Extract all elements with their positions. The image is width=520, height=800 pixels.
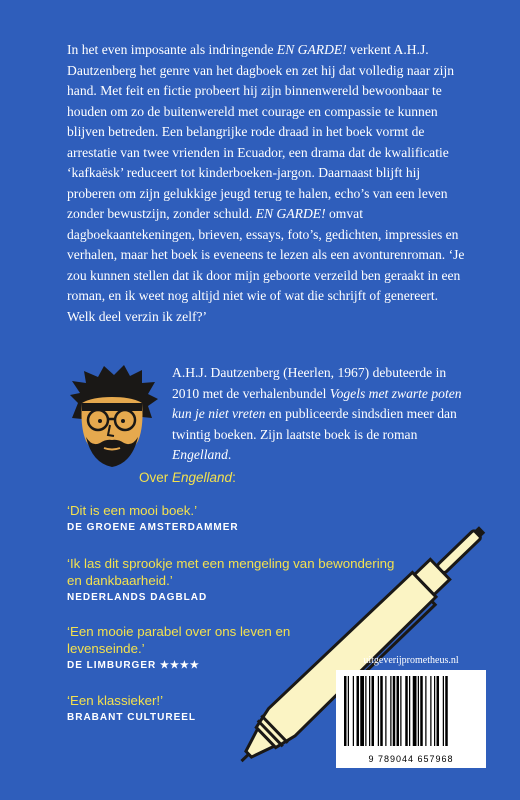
barcode-bar [369, 676, 370, 746]
barcode-bar [430, 676, 431, 746]
blurb-part: omvat dagboekaantekeningen, brieven, essays, foto’s, gedichten, impressies en verhalen, maar het boek is eveneens te lezen als een avonturenroman. ‘Je zou kunnen stellen dat ik door mijn geboorte verzeild ben geraakt in een roman, en ik weet nog altijd niet wie of wat die schrijft of genereert. Welk deel verzin ik zelf?’ [67, 206, 465, 324]
review-quote [67, 555, 397, 603]
quote-source: NEDERLANDS DAGBLAD [67, 592, 208, 603]
bio-part: . [227, 447, 232, 462]
barcode-bar [365, 676, 366, 746]
barcode-bar [380, 676, 383, 746]
quote-text: ‘Een klassieker!’ [67, 693, 164, 708]
barcode-bar [420, 676, 423, 746]
bio-part: A.H.J. Dautzenberg (Heerlen, 1967) debuteerde in 2010 met de verhalenbundel [172, 365, 447, 401]
barcode-bar [443, 676, 444, 746]
book-title-emphasis: EN GARDE! [276, 42, 347, 57]
quote-text: ‘Dit is een mooi boek.’ [67, 503, 198, 518]
barcode-bar [413, 676, 417, 746]
reviews-heading [139, 470, 236, 485]
quote-source: BRABANT CULTUREEL [67, 712, 197, 723]
review-quote [67, 623, 317, 671]
barcode-bar [353, 676, 354, 746]
barcode-bar [378, 676, 379, 746]
quote-source: DE GROENE AMSTERDAMMER [67, 522, 239, 533]
barcode-bar [418, 676, 419, 746]
barcode-bar [397, 676, 400, 746]
barcode-bar [393, 676, 396, 746]
barcode-box [336, 670, 486, 768]
barcode-bar [409, 676, 410, 746]
barcode-bar [357, 676, 360, 746]
barcode-bar [437, 676, 440, 746]
debut-title: Vogels met zwarte poten kun je niet vreten [172, 385, 462, 421]
reviews-heading-prefix: Over [139, 470, 173, 485]
barcode-bar [385, 676, 386, 746]
bio-part: en publiceerde sindsdien meer dan twintig boeken. Zijn laatste boek is de roman [172, 406, 457, 442]
barcode-bar [360, 676, 364, 746]
blurb-part: verkent A.H.J. Dautzenberg het genre van het dagboek en zet hij dat volledig naar zijn hand. Met feit en fictie probeert hij zijn binnenwereld bewoonbaar te houden om zo de buitenwereld met courage en compassie te kunnen blijven betreden. Een belangrijke rode draad in het boek vormt de arrestatie van twee vrienden in Ecuador, een drama dat de kwalificatie ‘kafkaësk’ reduceert tot kinderboeken-jargon. Daarnaast blijft hij proberen om zijn gelukkige jeugd terug te halen, echo’s van een leven zonder bewustzijn, zonder schuld. [67, 42, 455, 221]
quote-text: ‘Ik las dit sprookje met een mengeling van bewondering en dankbaarheid.’ [67, 556, 395, 588]
barcode-bar [425, 676, 426, 746]
barcode-bar [400, 676, 401, 746]
blurb-part: In het even imposante als indringende [67, 42, 277, 57]
publisher-url: uitgeverijprometheus.nl [363, 655, 459, 666]
barcode-bar [405, 676, 408, 746]
barcode-bar [372, 676, 375, 746]
book-title-emphasis: EN GARDE! [255, 206, 326, 221]
barcode-icon [342, 676, 480, 748]
barcode-bar [348, 676, 349, 746]
isbn-number: 9 789044 657968 [368, 754, 454, 764]
review-quote [67, 502, 397, 533]
barcode-bar [445, 676, 448, 746]
quote-source: DE LIMBURGER ★★★★ [67, 660, 200, 671]
barcode-bar [344, 676, 347, 746]
barcode-bar [434, 676, 435, 746]
latest-title: Engelland [172, 447, 228, 462]
barcode-bar [390, 676, 391, 746]
reviews-heading-title: Engelland [172, 470, 233, 485]
quote-text: ‘Een mooie parabel over ons leven en levenseinde.’ [67, 624, 291, 656]
reviews-heading-suffix: : [232, 470, 236, 485]
